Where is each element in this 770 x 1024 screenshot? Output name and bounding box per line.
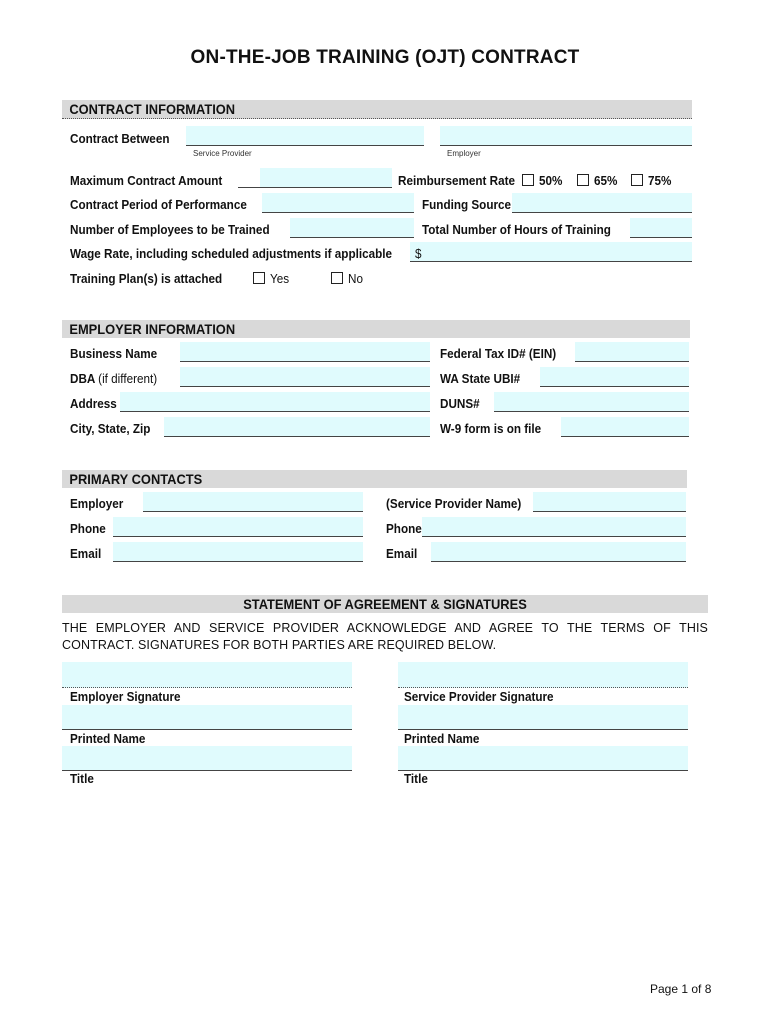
rate-75-checkbox[interactable] [631, 174, 643, 186]
max-contract-amount-field[interactable] [260, 168, 392, 188]
provider-signature-field[interactable] [398, 662, 688, 688]
city-state-zip-field[interactable] [164, 417, 430, 437]
dba-field[interactable] [180, 367, 430, 387]
funding-source-field[interactable] [512, 193, 692, 213]
service-provider-caption: Service Provider [193, 149, 252, 158]
business-name-field[interactable] [180, 342, 430, 362]
contact-phone-left-label: Phone [70, 521, 106, 536]
wage-rate-field[interactable] [410, 242, 692, 262]
contact-service-provider-field[interactable] [533, 492, 686, 512]
address-label: Address [70, 396, 117, 411]
rate-50-label: 50% [539, 173, 563, 188]
provider-signature-label: Service Provider Signature [404, 689, 554, 704]
contract-info-heading: CONTRACT INFORMATION [69, 101, 236, 117]
employer-field[interactable] [440, 126, 692, 146]
employer-caption: Employer [447, 149, 481, 158]
city-state-zip-label: City, State, Zip [70, 421, 151, 436]
contact-employer-label: Employer [70, 496, 124, 511]
contact-phone-right-field[interactable] [422, 517, 686, 537]
contact-email-right-label: Email [386, 546, 418, 561]
reimbursement-rate-label: Reimbursement Rate [398, 173, 516, 188]
printed-name-right-label: Printed Name [404, 731, 480, 746]
contract-between-label: Contract Between [70, 131, 170, 146]
rate-75-label: 75% [648, 173, 672, 188]
agreement-statement: THE EMPLOYER AND SERVICE PROVIDER ACKNOWLEDGE AND AGREE TO THE TERMS OF THIS CONTRACT. SIGNATURES FOR BOTH PARTIES ARE REQUIRED BELOW. [62, 621, 708, 652]
title-left-field[interactable] [62, 746, 352, 771]
funding-source-label: Funding Source [422, 197, 512, 212]
printed-name-left-field[interactable] [62, 705, 352, 730]
page-title: ON-THE-JOB TRAINING (OJT) CONTRACT [190, 47, 580, 68]
rate-65-label: 65% [594, 173, 618, 188]
dba-note: (if different) [98, 371, 158, 386]
training-plan-label: Training Plan(s) is attached [70, 271, 223, 286]
employer-signature-field[interactable] [62, 662, 352, 688]
max-contract-amount-label: Maximum Contract Amount [70, 173, 223, 188]
agreement-section-header [62, 595, 708, 613]
duns-label: DUNS# [440, 396, 480, 411]
title-right-field[interactable] [398, 746, 688, 771]
business-name-label: Business Name [70, 346, 158, 361]
contact-phone-right-label: Phone [386, 521, 422, 536]
contract-period-field[interactable] [262, 193, 414, 213]
contact-email-left-field[interactable] [113, 542, 363, 562]
address-field[interactable] [120, 392, 430, 412]
printed-name-left-label: Printed Name [70, 731, 146, 746]
employer-info-heading: EMPLOYER INFORMATION [69, 321, 236, 337]
federal-tax-field[interactable] [575, 342, 689, 362]
employer-info-section-header [62, 320, 690, 338]
dollar-sign: $ [415, 246, 422, 261]
title-left-label: Title [70, 771, 94, 786]
agreement-heading: STATEMENT OF AGREEMENT & SIGNATURES [243, 596, 527, 612]
contact-employer-field[interactable] [143, 492, 363, 512]
training-plan-no-checkbox[interactable] [331, 272, 343, 284]
wage-rate-label: Wage Rate, including scheduled adjustments if applicable [70, 246, 393, 261]
training-plan-no-label: No [348, 271, 363, 286]
wa-ubi-field[interactable] [540, 367, 689, 387]
contact-email-right-field[interactable] [431, 542, 686, 562]
dba-label: DBA [70, 371, 95, 386]
contract-info-section-header [62, 100, 692, 119]
rate-65-checkbox[interactable] [577, 174, 589, 186]
service-provider-field[interactable] [186, 126, 424, 146]
title-right-label: Title [404, 771, 428, 786]
contact-service-provider-label: (Service Provider Name) [386, 496, 522, 511]
contact-email-left-label: Email [70, 546, 102, 561]
training-plan-yes-checkbox[interactable] [253, 272, 265, 284]
rate-50-checkbox[interactable] [522, 174, 534, 186]
w9-field[interactable] [561, 417, 689, 437]
primary-contacts-heading: PRIMARY CONTACTS [69, 471, 203, 487]
total-hours-label: Total Number of Hours of Training [422, 222, 611, 237]
num-employees-field[interactable] [290, 218, 414, 238]
wa-ubi-label: WA State UBI# [440, 371, 521, 386]
w9-label: W-9 form is on file [440, 421, 542, 436]
dba-label-wrapper [70, 371, 157, 387]
contract-period-label: Contract Period of Performance [70, 197, 247, 212]
employer-signature-label: Employer Signature [70, 689, 181, 704]
page-number: Page 1 of 8 [650, 982, 712, 996]
num-employees-label: Number of Employees to be Trained [70, 222, 270, 237]
duns-field[interactable] [494, 392, 689, 412]
primary-contacts-section-header [62, 470, 687, 488]
training-plan-yes-label: Yes [270, 271, 290, 286]
total-hours-field[interactable] [630, 218, 692, 238]
contact-phone-left-field[interactable] [113, 517, 363, 537]
federal-tax-label: Federal Tax ID# (EIN) [440, 346, 557, 361]
printed-name-right-field[interactable] [398, 705, 688, 730]
